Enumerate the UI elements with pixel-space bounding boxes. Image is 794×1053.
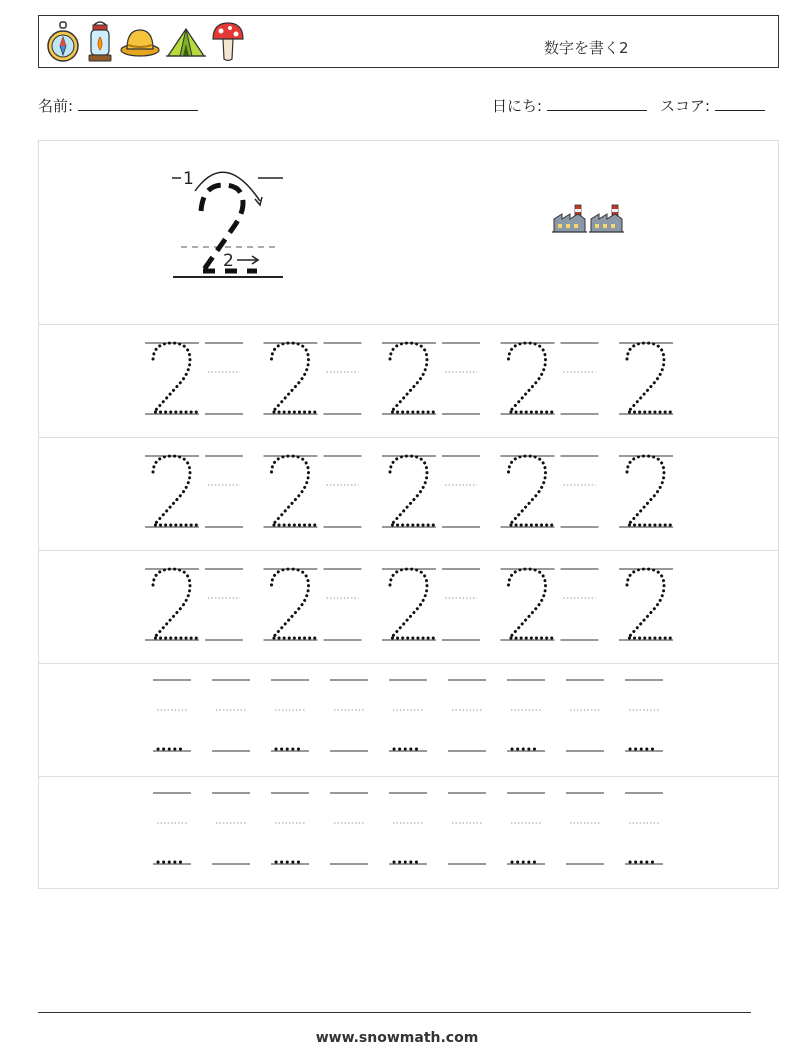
- dotted-digit-2[interactable]: [264, 343, 318, 414]
- blank-cell[interactable]: [212, 680, 250, 751]
- date-field: [492, 95, 647, 116]
- stroke-2-label: 2: [223, 251, 234, 271]
- blank-cell[interactable]: [271, 680, 309, 751]
- blank-cell[interactable]: [153, 793, 191, 864]
- blank-cell[interactable]: [330, 680, 368, 751]
- dotted-digit-2[interactable]: [145, 569, 199, 640]
- stroke-1-label: 1: [183, 169, 194, 189]
- handwriting-lines: [39, 325, 778, 438]
- compass-icon: [45, 20, 81, 64]
- blank-row: [39, 663, 778, 776]
- blank-cell[interactable]: [448, 793, 486, 864]
- dotted-digit-2[interactable]: [619, 343, 673, 414]
- dotted-digit-2[interactable]: [264, 569, 318, 640]
- dotted-digit-2[interactable]: [382, 343, 436, 414]
- stroke-order-example: [165, 159, 295, 284]
- handwriting-lines: [39, 551, 778, 664]
- blank-row: [39, 776, 778, 889]
- factory-icon: [589, 205, 624, 232]
- blank-cell[interactable]: [507, 793, 545, 864]
- hat-icon: [119, 24, 161, 60]
- dotted-digit-2[interactable]: [501, 456, 555, 527]
- factory-icon: [552, 205, 587, 232]
- traced-row: [39, 437, 778, 550]
- mushroom-icon: [211, 19, 245, 65]
- score-field: [660, 95, 765, 116]
- traced-row: [39, 324, 778, 437]
- factory-picture: [552, 203, 626, 233]
- dotted-digit-2[interactable]: [145, 343, 199, 414]
- score-blank[interactable]: [715, 98, 765, 111]
- tent-icon: [165, 24, 207, 60]
- dotted-digit-2[interactable]: [264, 456, 318, 527]
- handwriting-lines: [39, 777, 778, 890]
- name-blank[interactable]: [78, 98, 198, 111]
- blank-cell[interactable]: [625, 793, 663, 864]
- name-field: [38, 95, 198, 116]
- blank-cell[interactable]: [448, 680, 486, 751]
- dotted-digit-2[interactable]: [145, 456, 199, 527]
- footer-divider: [38, 1012, 751, 1013]
- footer-url: www.snowmath.com: [315, 1030, 479, 1046]
- example-row: [39, 141, 778, 324]
- blank-cell[interactable]: [212, 793, 250, 864]
- score-label: スコア:: [660, 97, 711, 115]
- blank-cell[interactable]: [271, 793, 309, 864]
- practice-grid: [38, 140, 779, 889]
- blank-cell[interactable]: [566, 680, 604, 751]
- dotted-digit-2[interactable]: [619, 569, 673, 640]
- dotted-digit-2[interactable]: [382, 456, 436, 527]
- blank-cell[interactable]: [625, 680, 663, 751]
- date-label: 日にち:: [492, 97, 543, 115]
- name-label: 名前:: [38, 97, 74, 115]
- blank-cell[interactable]: [566, 793, 604, 864]
- dotted-digit-2[interactable]: [382, 569, 436, 640]
- handwriting-lines: [39, 438, 778, 551]
- blank-cell[interactable]: [330, 793, 368, 864]
- dotted-digit-2[interactable]: [501, 569, 555, 640]
- blank-cell[interactable]: [153, 680, 191, 751]
- blank-cell[interactable]: [389, 680, 427, 751]
- worksheet-header: [38, 15, 779, 68]
- blank-cell[interactable]: [389, 793, 427, 864]
- date-blank[interactable]: [547, 98, 647, 111]
- blank-cell[interactable]: [507, 680, 545, 751]
- dotted-digit-2[interactable]: [501, 343, 555, 414]
- lantern-icon: [85, 19, 115, 65]
- traced-row: [39, 550, 778, 663]
- dotted-digit-2[interactable]: [619, 456, 673, 527]
- handwriting-lines: [39, 664, 778, 777]
- worksheet-title: 数字を書く2: [544, 39, 629, 57]
- header-icons: [45, 19, 245, 65]
